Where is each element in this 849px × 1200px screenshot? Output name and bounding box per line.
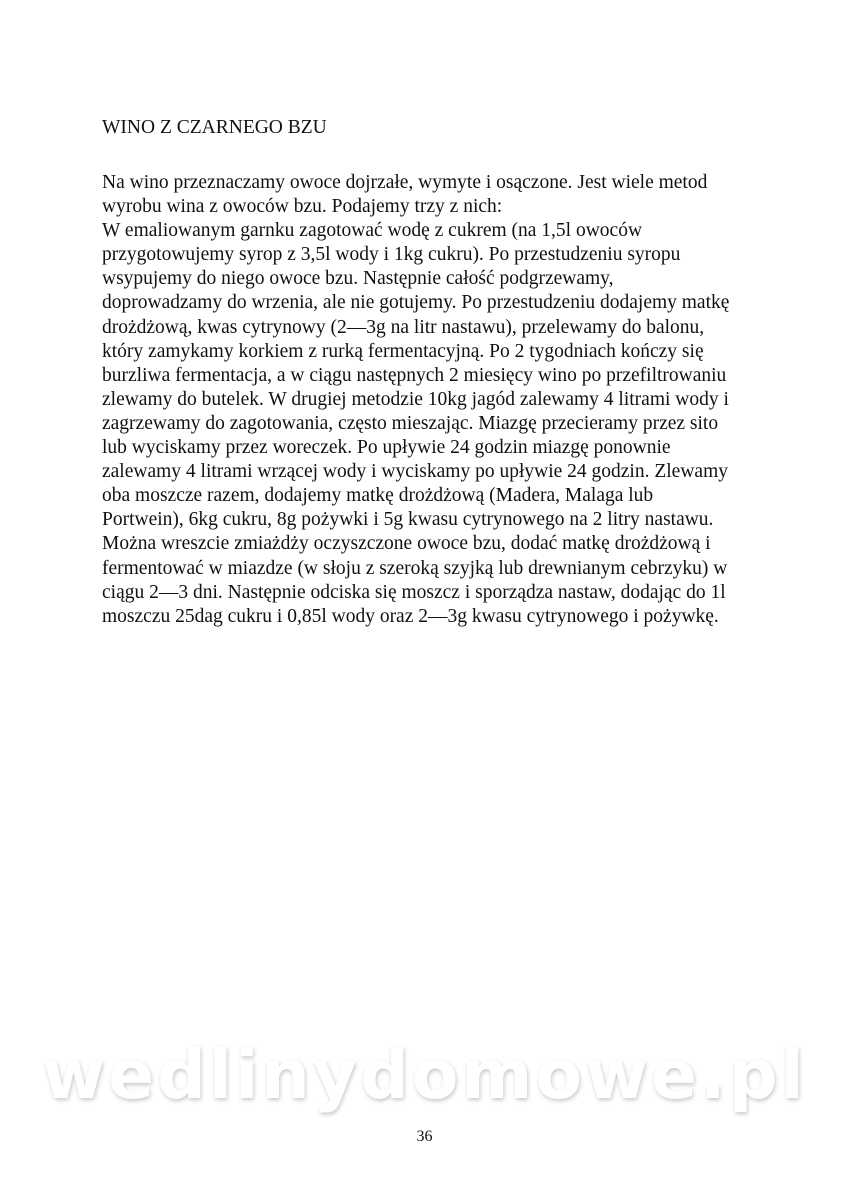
body-text <box>102 171 729 629</box>
page-number: 36 <box>416 1128 433 1145</box>
text-line: Portwein), 6kg cukru, 8g pożywki i 5g kwasu cytrynowego na 2 litry nastawu. <box>102 509 714 531</box>
text-line: fermentować w miazdze (w słoju z szeroką szyjką lub drewnianym cebrzyku) w <box>102 557 728 579</box>
text-line: zagrzewamy do zagotowania, często mieszając. Miazgę przecieramy przez sito <box>102 412 719 434</box>
text-line: wsypujemy do niego owoce bzu. Następnie całość podgrzewamy, <box>102 268 614 290</box>
text-line: zlewamy do butelek. W drugiej metodzie 10kg jagód zalewamy 4 litrami wody i <box>102 388 729 410</box>
text-line: lub wyciskamy przez woreczek. Po upływie 24 godzin miazgę ponownie <box>102 437 671 459</box>
text-line: który zamykamy korkiem z rurką fermentacyjną. Po 2 tygodniach kończy się <box>102 340 704 362</box>
watermark: wedlinydomowe.pl <box>42 1036 807 1115</box>
text-line: oba moszcze razem, dodajemy matkę drożdżową (Madera, Malaga lub <box>102 485 654 507</box>
text-line: ciągu 2—3 dni. Następnie odciska się moszcz i sporządza nastaw, dodając do 1l <box>102 581 726 603</box>
text-line: doprowadzamy do wrzenia, ale nie gotujemy. Po przestudzeniu dodajemy matkę <box>102 292 730 314</box>
text-line: drożdżową, kwas cytrynowy (2—3g na litr nastawu), przelewamy do balonu, <box>102 316 705 338</box>
text-line: burzliwa fermentacja, a w ciągu następnych 2 miesięcy wino po przefiltrowaniu <box>102 364 727 386</box>
text-line: Można wreszcie zmiażdży oczyszczone owoce bzu, dodać matkę drożdżową i <box>102 533 711 555</box>
text-line: przygotowujemy syrop z 3,5l wody i 1kg cukru). Po przestudzeniu syropu <box>102 244 681 266</box>
text-line: wyrobu wina z owoców bzu. Podajemy trzy z nich: <box>102 196 503 218</box>
page-title: WINO Z CZARNEGO BZU <box>102 117 327 138</box>
text-line: Na wino przeznaczamy owoce dojrzałe, wymyte i osączone. Jest wiele metod <box>102 172 708 193</box>
text-line: W emaliowanym garnku zagotować wodę z cukrem (na 1,5l owoców <box>102 220 643 242</box>
text-line: moszczu 25dag cukru i 0,85l wody oraz 2—3g kwasu cytrynowego i pożywkę. <box>102 605 719 627</box>
text-line: zalewamy 4 litrami wrzącej wody i wyciskamy po upływie 24 godzin. Zlewamy <box>102 461 728 483</box>
